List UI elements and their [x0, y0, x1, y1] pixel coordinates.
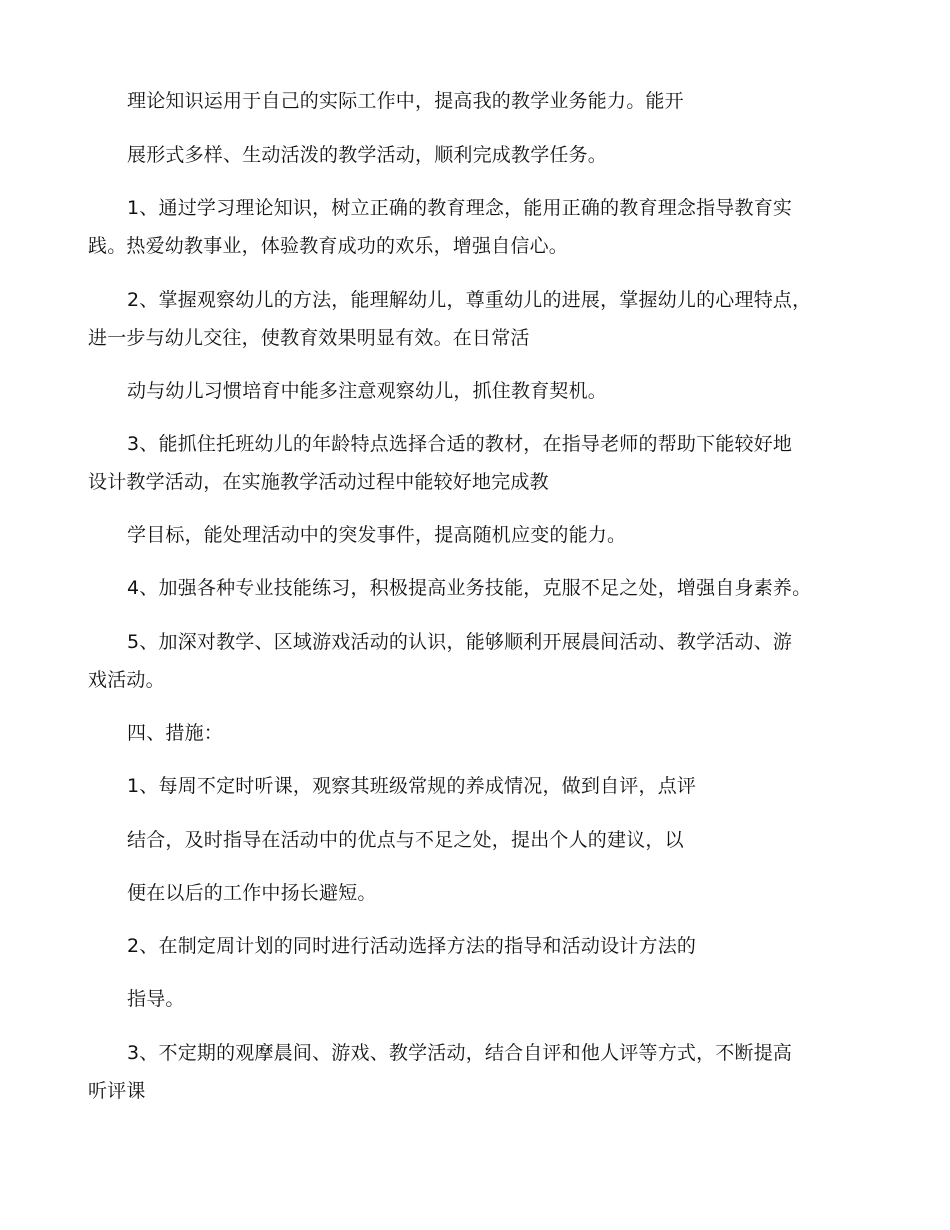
text-line: 便在以后的工作中扬长避短。 [127, 882, 377, 904]
text-line: 践。热爱幼教事业，体验教育成功的欢乐，增强自信心。 [88, 235, 569, 257]
section-heading: 四、措施： [127, 722, 224, 744]
text-line: 展形式多样、生动活泼的教学活动，顺利完成教学任务。 [127, 144, 608, 166]
text-line: 2、在制定周计划的同时进行活动选择方法的指导和活动设计方法的 [127, 935, 697, 957]
text-line: 5、加深对教学、区域游戏活动的认识，能够顺利开展晨间活动、教学活动、游 [127, 631, 793, 653]
text-line: 2、掌握观察幼儿的方法，能理解幼儿，尊重幼儿的进展，掌握幼儿的心理特点， [127, 289, 812, 311]
text-line: 理论知识运用于自己的实际工作中，提高我的教学业务能力。能开 [127, 90, 684, 112]
text-line: 3、不定期的观摩晨间、游戏、教学活动，结合自评和他人评等方式，不断提高 [127, 1042, 793, 1064]
text-line: 动与幼儿习惯培育中能多注意观察幼儿，抓住教育契机。 [127, 380, 608, 402]
text-line: 进一步与幼儿交往，使教育效果明显有效。在日常活 [88, 327, 530, 349]
text-line: 3、能抓住托班幼儿的年龄特点选择合适的教材，在指导老师的帮助下能较好地 [127, 433, 793, 455]
text-line: 结合，及时指导在活动中的优点与不足之处，提出个人的建议，以 [127, 829, 684, 851]
text-line: 指导。 [127, 988, 185, 1010]
text-line: 学目标，能处理活动中的突发事件，提高随机应变的能力。 [127, 524, 627, 546]
text-line: 4、加强各种专业技能练习，积极提高业务技能，克服不足之处，增强自身素养。 [127, 577, 812, 599]
text-line: 设计教学活动，在实施教学活动过程中能较好地完成教 [88, 471, 549, 493]
text-line: 听评课 [88, 1080, 146, 1102]
text-line: 戏活动。 [88, 669, 165, 691]
text-line: 1、每周不定时听课，观察其班级常规的养成情况，做到自评，点评 [127, 775, 697, 797]
text-line: 1、通过学习理论知识，树立正确的教育理念，能用正确的教育理念指导教育实 [127, 197, 793, 219]
